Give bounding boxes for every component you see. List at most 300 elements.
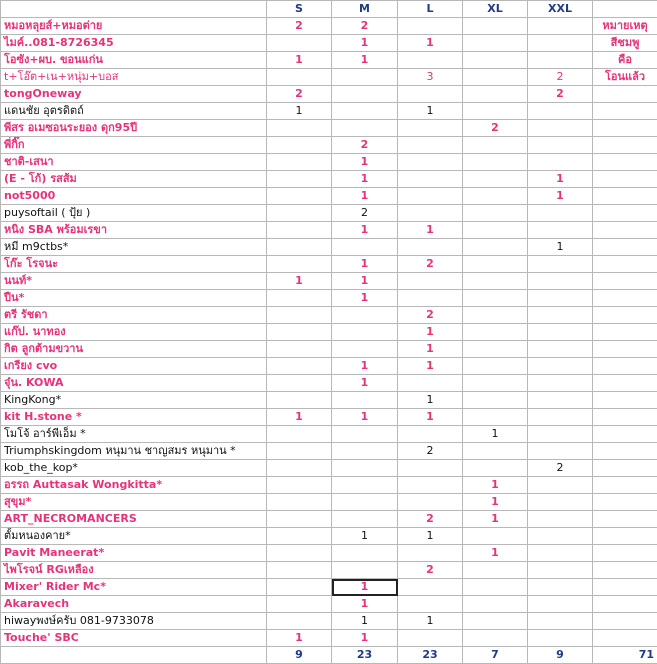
size-l-cell[interactable] (398, 86, 463, 103)
size-xxl-cell[interactable] (528, 477, 593, 494)
size-l-cell[interactable]: 1 (398, 222, 463, 239)
size-s-cell[interactable] (267, 443, 332, 460)
size-xxl-cell[interactable] (528, 545, 593, 562)
table-row (1, 528, 657, 545)
size-xl-cell[interactable]: 1 (463, 545, 528, 562)
size-m-cell[interactable] (332, 239, 398, 256)
header-xxl[interactable]: XXL (528, 1, 593, 18)
size-s-cell[interactable] (267, 341, 332, 358)
name-cell[interactable]: tongOneway (1, 86, 267, 103)
size-xxl-cell[interactable] (528, 426, 593, 443)
note-cell[interactable] (593, 409, 657, 426)
note-cell[interactable] (593, 375, 657, 392)
size-l-cell[interactable] (398, 120, 463, 137)
size-m-cell[interactable]: 1 (332, 596, 398, 613)
name-cell[interactable]: นนท์* (1, 273, 267, 290)
size-l-cell[interactable] (398, 154, 463, 171)
size-s-cell[interactable] (267, 494, 332, 511)
size-l-cell[interactable] (398, 579, 463, 596)
size-s-cell[interactable] (267, 154, 332, 171)
size-s-cell[interactable] (267, 307, 332, 324)
size-s-cell[interactable] (267, 239, 332, 256)
size-m-cell[interactable]: 1 (332, 35, 398, 52)
size-l-cell[interactable] (398, 426, 463, 443)
note-cell[interactable]: โอนแล้ว (593, 69, 657, 86)
size-m-cell[interactable] (332, 477, 398, 494)
size-m-cell[interactable]: 1 (332, 188, 398, 205)
size-l-cell[interactable]: 1 (398, 358, 463, 375)
note-cell[interactable] (593, 443, 657, 460)
name-cell[interactable]: ปืน* (1, 290, 267, 307)
size-xxl-cell[interactable] (528, 137, 593, 154)
size-s-cell[interactable] (267, 256, 332, 273)
size-s-cell[interactable] (267, 511, 332, 528)
size-xl-cell[interactable] (463, 222, 528, 239)
size-l-cell[interactable] (398, 630, 463, 647)
size-s-cell[interactable]: 2 (267, 18, 332, 35)
size-xxl-cell[interactable] (528, 392, 593, 409)
note-cell[interactable] (593, 511, 657, 528)
size-l-cell[interactable] (398, 290, 463, 307)
table-row (1, 239, 657, 256)
total-s[interactable]: 9 (267, 647, 332, 664)
size-s-cell[interactable] (267, 324, 332, 341)
size-m-cell[interactable] (332, 443, 398, 460)
size-l-cell[interactable]: 2 (398, 562, 463, 579)
note-cell[interactable] (593, 613, 657, 630)
size-m-cell[interactable] (332, 307, 398, 324)
size-m-cell[interactable]: 1 (332, 222, 398, 239)
total-label-cell[interactable] (1, 647, 267, 664)
size-xl-cell[interactable] (463, 205, 528, 222)
name-cell[interactable]: สุขุม* (1, 494, 267, 511)
size-xxl-cell[interactable] (528, 528, 593, 545)
note-cell[interactable] (593, 239, 657, 256)
size-l-cell[interactable]: 1 (398, 103, 463, 120)
size-xl-cell[interactable] (463, 460, 528, 477)
size-xxl-cell[interactable] (528, 103, 593, 120)
size-xxl-cell[interactable] (528, 630, 593, 647)
size-xl-cell[interactable] (463, 392, 528, 409)
note-cell[interactable] (593, 562, 657, 579)
name-cell[interactable]: Akaravech (1, 596, 267, 613)
size-s-cell[interactable] (267, 171, 332, 188)
size-s-cell[interactable] (267, 205, 332, 222)
size-m-cell[interactable] (332, 494, 398, 511)
note-cell[interactable] (593, 596, 657, 613)
name-cell[interactable]: หนิง SBA พร้อมเรขา (1, 222, 267, 239)
size-l-cell[interactable] (398, 545, 463, 562)
size-l-cell[interactable] (398, 205, 463, 222)
size-m-cell[interactable]: 1 (332, 579, 398, 596)
size-m-cell[interactable] (332, 562, 398, 579)
name-cell[interactable]: อรรถ Auttasak Wongkitta* (1, 477, 267, 494)
size-m-cell[interactable] (332, 511, 398, 528)
size-s-cell[interactable] (267, 392, 332, 409)
name-cell[interactable]: ไมค์..081-8726345 (1, 35, 267, 52)
note-cell[interactable]: สีชมพู (593, 35, 657, 52)
total-all[interactable]: 71 (593, 647, 657, 664)
table-row (1, 579, 657, 596)
size-s-cell[interactable] (267, 477, 332, 494)
size-xl-cell[interactable] (463, 409, 528, 426)
name-cell[interactable]: โอซัง+ผบ. ขอนแก่น (1, 52, 267, 69)
size-xl-cell[interactable] (463, 137, 528, 154)
size-s-cell[interactable] (267, 375, 332, 392)
size-l-cell[interactable]: 1 (398, 341, 463, 358)
table-row (1, 69, 657, 86)
size-xl-cell[interactable] (463, 324, 528, 341)
size-xl-cell[interactable] (463, 103, 528, 120)
size-s-cell[interactable] (267, 545, 332, 562)
size-l-cell[interactable] (398, 596, 463, 613)
name-cell[interactable]: จุ๋น. KOWA (1, 375, 267, 392)
note-cell[interactable] (593, 341, 657, 358)
size-l-cell[interactable]: 1 (398, 324, 463, 341)
size-xxl-cell[interactable] (528, 52, 593, 69)
size-l-cell[interactable] (398, 477, 463, 494)
size-s-cell[interactable] (267, 562, 332, 579)
size-m-cell[interactable]: 1 (332, 256, 398, 273)
size-s-cell[interactable] (267, 188, 332, 205)
size-m-cell[interactable]: 1 (332, 290, 398, 307)
size-m-cell[interactable]: 1 (332, 630, 398, 647)
size-s-cell[interactable] (267, 426, 332, 443)
size-xl-cell[interactable] (463, 239, 528, 256)
size-l-cell[interactable] (398, 18, 463, 35)
name-cell[interactable]: แดนชัย อุตรดิตถ์ (1, 103, 267, 120)
total-xxl[interactable]: 9 (528, 647, 593, 664)
note-cell[interactable] (593, 171, 657, 188)
note-cell[interactable] (593, 86, 657, 103)
note-cell[interactable] (593, 392, 657, 409)
note-cell[interactable] (593, 630, 657, 647)
size-s-cell[interactable] (267, 222, 332, 239)
table-row (1, 409, 657, 426)
size-xl-cell[interactable] (463, 341, 528, 358)
note-cell[interactable] (593, 307, 657, 324)
header-name[interactable] (1, 1, 267, 18)
size-xl-cell[interactable]: 1 (463, 426, 528, 443)
size-l-cell[interactable] (398, 375, 463, 392)
table-row (1, 171, 657, 188)
name-cell[interactable]: ชาติ-เสนา (1, 154, 267, 171)
name-cell[interactable]: Mixer' Rider Mc* (1, 579, 267, 596)
name-cell[interactable]: kit H.stone * (1, 409, 267, 426)
table-row (1, 154, 657, 171)
totals-row (1, 647, 657, 664)
size-xxl-cell[interactable] (528, 511, 593, 528)
size-xxl-cell[interactable] (528, 613, 593, 630)
size-xxl-cell[interactable] (528, 409, 593, 426)
name-cell[interactable]: หมี m9ctbs* (1, 239, 267, 256)
size-xl-cell[interactable] (463, 596, 528, 613)
size-m-cell[interactable]: 1 (332, 171, 398, 188)
name-cell[interactable]: puysoftail ( ปุ้ย ) (1, 205, 267, 222)
table-row (1, 426, 657, 443)
table-row (1, 205, 657, 222)
note-cell[interactable] (593, 137, 657, 154)
name-cell[interactable]: Triumphskingdom หนุมาน ชาญสมร หนุมาน * (1, 443, 267, 460)
note-cell[interactable]: คือ (593, 52, 657, 69)
note-cell[interactable] (593, 545, 657, 562)
name-cell[interactable]: kob_the_kop* (1, 460, 267, 477)
size-l-cell[interactable] (398, 239, 463, 256)
size-xxl-cell[interactable]: 2 (528, 460, 593, 477)
size-xxl-cell[interactable] (528, 120, 593, 137)
name-cell[interactable]: Pavit Maneerat* (1, 545, 267, 562)
size-xl-cell[interactable]: 1 (463, 477, 528, 494)
size-m-cell[interactable] (332, 426, 398, 443)
table-row (1, 103, 657, 120)
size-l-cell[interactable] (398, 273, 463, 290)
size-xxl-cell[interactable] (528, 562, 593, 579)
note-cell[interactable] (593, 222, 657, 239)
total-m[interactable]: 23 (332, 647, 398, 664)
header-note[interactable] (593, 1, 657, 18)
size-l-cell[interactable]: 1 (398, 35, 463, 52)
table-row (1, 137, 657, 154)
size-s-cell[interactable]: 1 (267, 103, 332, 120)
size-xl-cell[interactable]: 1 (463, 494, 528, 511)
size-m-cell[interactable]: 2 (332, 137, 398, 154)
size-l-cell[interactable] (398, 188, 463, 205)
size-s-cell[interactable] (267, 137, 332, 154)
header-m[interactable]: M (332, 1, 398, 18)
size-m-cell[interactable]: 1 (332, 358, 398, 375)
size-xl-cell[interactable] (463, 528, 528, 545)
header-l[interactable]: L (398, 1, 463, 18)
size-l-cell[interactable] (398, 460, 463, 477)
name-cell[interactable]: ART_NECROMANCERS (1, 511, 267, 528)
name-cell[interactable]: t+โอ๊ต+เน+หนุ่ม+บอส (1, 69, 267, 86)
size-m-cell[interactable] (332, 545, 398, 562)
name-cell[interactable]: โมโจ้ อาร์พีเอ็ม * (1, 426, 267, 443)
note-cell[interactable] (593, 426, 657, 443)
size-s-cell[interactable] (267, 613, 332, 630)
note-cell[interactable] (593, 188, 657, 205)
size-xxl-cell[interactable] (528, 290, 593, 307)
size-xxl-cell[interactable] (528, 596, 593, 613)
size-xxl-cell[interactable] (528, 256, 593, 273)
name-cell[interactable]: ตรี รัชดา (1, 307, 267, 324)
table-row (1, 477, 657, 494)
size-l-cell[interactable]: 1 (398, 528, 463, 545)
size-l-cell[interactable]: 1 (398, 409, 463, 426)
size-m-cell[interactable] (332, 460, 398, 477)
size-s-cell[interactable] (267, 528, 332, 545)
size-s-cell[interactable] (267, 120, 332, 137)
size-xxl-cell[interactable] (528, 35, 593, 52)
size-xxl-cell[interactable]: 1 (528, 239, 593, 256)
size-s-cell[interactable] (267, 35, 332, 52)
size-s-cell[interactable] (267, 579, 332, 596)
size-m-cell[interactable] (332, 341, 398, 358)
size-xl-cell[interactable] (463, 188, 528, 205)
note-cell[interactable] (593, 579, 657, 596)
note-cell[interactable]: หมายเหตุ (593, 18, 657, 35)
name-cell[interactable]: hiwayพงษ์ครับ 081-9733078 (1, 613, 267, 630)
size-xxl-cell[interactable] (528, 358, 593, 375)
size-s-cell[interactable]: 1 (267, 409, 332, 426)
size-l-cell[interactable]: 3 (398, 69, 463, 86)
note-cell[interactable] (593, 460, 657, 477)
size-m-cell[interactable]: 1 (332, 528, 398, 545)
size-m-cell[interactable]: 1 (332, 273, 398, 290)
name-cell[interactable]: หมอหลุยส์+หมอต่าย (1, 18, 267, 35)
header-row (1, 1, 657, 18)
note-cell[interactable] (593, 528, 657, 545)
name-cell[interactable]: กิต ลูกต้ามขวาน (1, 341, 267, 358)
size-xl-cell[interactable] (463, 375, 528, 392)
size-l-cell[interactable]: 2 (398, 511, 463, 528)
size-m-cell[interactable] (332, 392, 398, 409)
table-row (1, 341, 657, 358)
header-s[interactable]: S (267, 1, 332, 18)
table-row (1, 52, 657, 69)
size-xl-cell[interactable] (463, 290, 528, 307)
size-l-cell[interactable]: 1 (398, 392, 463, 409)
table-row (1, 307, 657, 324)
size-xl-cell[interactable] (463, 35, 528, 52)
size-l-cell[interactable] (398, 171, 463, 188)
size-xl-cell[interactable] (463, 562, 528, 579)
size-s-cell[interactable] (267, 69, 332, 86)
size-xl-cell[interactable] (463, 69, 528, 86)
size-m-cell[interactable] (332, 103, 398, 120)
size-xl-cell[interactable] (463, 579, 528, 596)
size-xxl-cell[interactable]: 2 (528, 69, 593, 86)
size-m-cell[interactable]: 1 (332, 375, 398, 392)
size-s-cell[interactable]: 1 (267, 273, 332, 290)
note-cell[interactable] (593, 290, 657, 307)
size-xl-cell[interactable] (463, 630, 528, 647)
size-xxl-cell[interactable] (528, 222, 593, 239)
name-cell[interactable]: แก๊ป. นาทอง (1, 324, 267, 341)
name-cell[interactable]: ไพโรจน์ RGเหลือง (1, 562, 267, 579)
size-xxl-cell[interactable] (528, 18, 593, 35)
size-xl-cell[interactable] (463, 52, 528, 69)
table-row (1, 460, 657, 477)
note-cell[interactable] (593, 103, 657, 120)
size-m-cell[interactable] (332, 69, 398, 86)
size-xl-cell[interactable]: 2 (463, 120, 528, 137)
size-l-cell[interactable]: 2 (398, 256, 463, 273)
size-m-cell[interactable]: 2 (332, 18, 398, 35)
size-s-cell[interactable]: 1 (267, 52, 332, 69)
size-l-cell[interactable]: 2 (398, 307, 463, 324)
table-row (1, 375, 657, 392)
name-cell[interactable]: พีสร อเมซอนระยอง ดุก95ปี (1, 120, 267, 137)
size-xxl-cell[interactable] (528, 273, 593, 290)
size-xl-cell[interactable] (463, 154, 528, 171)
size-xxl-cell[interactable] (528, 375, 593, 392)
table-row (1, 120, 657, 137)
table-row (1, 273, 657, 290)
note-cell[interactable] (593, 477, 657, 494)
size-m-cell[interactable]: 1 (332, 409, 398, 426)
size-s-cell[interactable] (267, 460, 332, 477)
size-l-cell[interactable] (398, 52, 463, 69)
size-xl-cell[interactable]: 1 (463, 511, 528, 528)
size-xxl-cell[interactable]: 1 (528, 171, 593, 188)
name-cell[interactable]: KingKong* (1, 392, 267, 409)
size-s-cell[interactable]: 2 (267, 86, 332, 103)
size-xl-cell[interactable] (463, 358, 528, 375)
note-cell[interactable] (593, 273, 657, 290)
note-cell[interactable] (593, 324, 657, 341)
size-xxl-cell[interactable] (528, 579, 593, 596)
table-row (1, 562, 657, 579)
size-xl-cell[interactable] (463, 613, 528, 630)
note-cell[interactable] (593, 494, 657, 511)
total-l[interactable]: 23 (398, 647, 463, 664)
size-m-cell[interactable]: 1 (332, 52, 398, 69)
name-cell[interactable]: ตั้มหนองคาย* (1, 528, 267, 545)
size-xl-cell[interactable] (463, 443, 528, 460)
name-cell[interactable]: โก๊ะ โรจนะ (1, 256, 267, 273)
header-xl[interactable]: XL (463, 1, 528, 18)
name-cell[interactable]: (E - โก้) รสส้ม (1, 171, 267, 188)
note-cell[interactable] (593, 205, 657, 222)
size-xxl-cell[interactable] (528, 443, 593, 460)
size-xxl-cell[interactable] (528, 205, 593, 222)
size-l-cell[interactable]: 1 (398, 613, 463, 630)
name-cell[interactable]: Touche' SBC (1, 630, 267, 647)
size-xl-cell[interactable] (463, 307, 528, 324)
name-cell[interactable]: พี่กิ๊ก (1, 137, 267, 154)
size-m-cell[interactable] (332, 120, 398, 137)
total-xl[interactable]: 7 (463, 647, 528, 664)
size-s-cell[interactable]: 1 (267, 630, 332, 647)
size-xxl-cell[interactable] (528, 494, 593, 511)
note-cell[interactable] (593, 256, 657, 273)
size-m-cell[interactable]: 1 (332, 154, 398, 171)
table-row (1, 511, 657, 528)
name-cell[interactable]: not5000 (1, 188, 267, 205)
note-cell[interactable] (593, 358, 657, 375)
size-m-cell[interactable] (332, 324, 398, 341)
size-s-cell[interactable] (267, 596, 332, 613)
size-xl-cell[interactable] (463, 273, 528, 290)
size-s-cell[interactable] (267, 290, 332, 307)
name-cell[interactable]: เกรียง cvo (1, 358, 267, 375)
size-s-cell[interactable] (267, 358, 332, 375)
size-l-cell[interactable]: 2 (398, 443, 463, 460)
size-l-cell[interactable] (398, 494, 463, 511)
size-xl-cell[interactable] (463, 86, 528, 103)
size-xl-cell[interactable] (463, 18, 528, 35)
size-xxl-cell[interactable] (528, 324, 593, 341)
size-xl-cell[interactable] (463, 171, 528, 188)
size-m-cell[interactable] (332, 86, 398, 103)
size-xl-cell[interactable] (463, 256, 528, 273)
note-cell[interactable] (593, 120, 657, 137)
note-cell[interactable] (593, 154, 657, 171)
size-m-cell[interactable]: 2 (332, 205, 398, 222)
size-l-cell[interactable] (398, 137, 463, 154)
table-row (1, 443, 657, 460)
size-xxl-cell[interactable]: 1 (528, 188, 593, 205)
size-xxl-cell[interactable]: 2 (528, 86, 593, 103)
table-row (1, 392, 657, 409)
size-xxl-cell[interactable] (528, 341, 593, 358)
size-m-cell[interactable]: 1 (332, 613, 398, 630)
size-xxl-cell[interactable] (528, 307, 593, 324)
table-row (1, 35, 657, 52)
size-xxl-cell[interactable] (528, 154, 593, 171)
table-row (1, 324, 657, 341)
